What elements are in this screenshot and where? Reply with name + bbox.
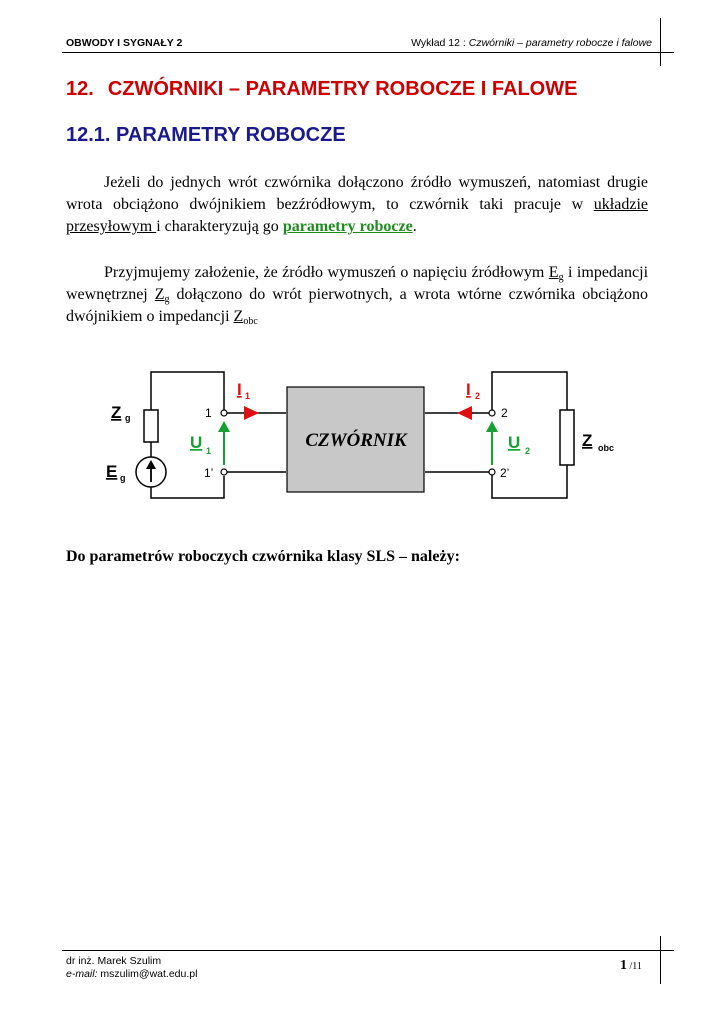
email-address[interactable]: mszulim@wat.edu.pl xyxy=(97,968,198,980)
label-u1-sub: 1 xyxy=(206,446,212,456)
para1-text-3: . xyxy=(412,218,417,235)
label-i2-sub: 2 xyxy=(475,391,481,401)
term-parametry-robocze[interactable]: parametry robocze xyxy=(282,218,413,235)
para2-text-1: Przyjmujemy założenie, że źródło wymuszeń o napięciu źródłowym xyxy=(104,264,549,281)
label-i1-sub: 1 xyxy=(245,391,251,401)
footer-rule xyxy=(62,950,674,951)
label-zobc: Z xyxy=(582,431,593,450)
term-uklad-przesylowy[interactable]: układzie przesyłowym xyxy=(66,196,648,235)
label-i1: I xyxy=(237,380,242,399)
terminal-2 xyxy=(489,410,495,416)
label-node-2p: 2’ xyxy=(500,466,510,480)
chapter-number: 12. xyxy=(66,78,94,100)
voltage-arrow-u1-head xyxy=(218,421,230,432)
page-current: 1 xyxy=(620,958,627,973)
current-arrow-i2 xyxy=(457,406,472,420)
para2-text-3: dołączono do wrót pierwotnych, a wrota wtórne czwórnika obciążono dwójnikiem o impedancji xyxy=(66,286,648,325)
label-eg-sub: g xyxy=(120,473,126,483)
block-label: CZWÓRNIK xyxy=(305,430,407,451)
symbol-zg-sub: g xyxy=(164,294,170,305)
lecture-topic: Czwórniki – parametry robocze i falowe xyxy=(468,37,652,49)
terminal-2p xyxy=(489,469,495,475)
resistor-zobc xyxy=(560,410,574,465)
label-node-1p: 1’ xyxy=(204,466,214,480)
author-name: dr inż. Marek Szulim xyxy=(66,955,162,967)
para2-text-2: i impedancji wewnętrznej xyxy=(66,264,649,303)
header-margin-tick xyxy=(660,18,661,66)
label-u2-sub: 2 xyxy=(525,446,531,456)
wire-right-top xyxy=(492,372,567,410)
label-zobc-sub: obc xyxy=(598,443,615,453)
paragraph-assumption xyxy=(66,262,648,328)
section-title: 12.1. PARAMETRY ROBOCZE xyxy=(66,124,346,146)
page-number xyxy=(620,958,642,974)
page-total: /11 xyxy=(627,961,642,972)
lecture-prefix: Wykład 12 : xyxy=(411,37,469,49)
symbol-zobc-sub: obc xyxy=(243,316,258,327)
wire-left-top xyxy=(151,372,224,412)
two-port-circuit-diagram xyxy=(90,370,650,510)
para1-text-2: i charakteryzują go xyxy=(156,218,283,235)
para1-text-1: Jeżeli do jednych wrót czwórnika dołączono źródło wymuszeń, natomiast drugie wrota obciążono dwójnikiem bezźródłowym, to czwórnik taki pracuje w xyxy=(66,174,648,213)
label-node-2: 2 xyxy=(501,406,508,420)
email-label: e-mail: xyxy=(66,968,98,980)
label-u2: U xyxy=(508,433,521,452)
symbol-eg: E xyxy=(548,264,559,281)
label-u1: U xyxy=(190,433,203,452)
lecture-title xyxy=(411,37,652,49)
voltage-arrow-u2-head xyxy=(486,421,498,432)
author-email xyxy=(66,968,197,980)
chapter-title-text: CZWÓRNIKI – PARAMETRY ROBOCZE I FALOWE xyxy=(107,78,578,100)
current-arrow-i1 xyxy=(244,406,259,420)
label-eg: E xyxy=(106,462,118,481)
symbol-zg: Z xyxy=(154,286,165,303)
label-i2: I xyxy=(466,380,471,399)
course-title: OBWODY I SYGNAŁY 2 xyxy=(66,37,183,49)
symbol-eg-sub: g xyxy=(558,272,564,283)
label-node-1: 1 xyxy=(205,406,212,420)
paragraph-intro xyxy=(66,172,648,238)
chapter-title xyxy=(66,78,577,101)
terminal-1 xyxy=(221,410,227,416)
label-zg: Z xyxy=(111,403,122,422)
resistor-zg xyxy=(144,410,158,442)
parameters-heading: Do parametrów roboczych czwórnika klasy SLS – należy: xyxy=(66,548,460,565)
footer-margin-tick xyxy=(660,936,661,984)
terminal-1p xyxy=(221,469,227,475)
symbol-zobc: Z xyxy=(233,308,244,325)
label-zg-sub: g xyxy=(125,413,131,423)
header-rule xyxy=(62,52,674,53)
